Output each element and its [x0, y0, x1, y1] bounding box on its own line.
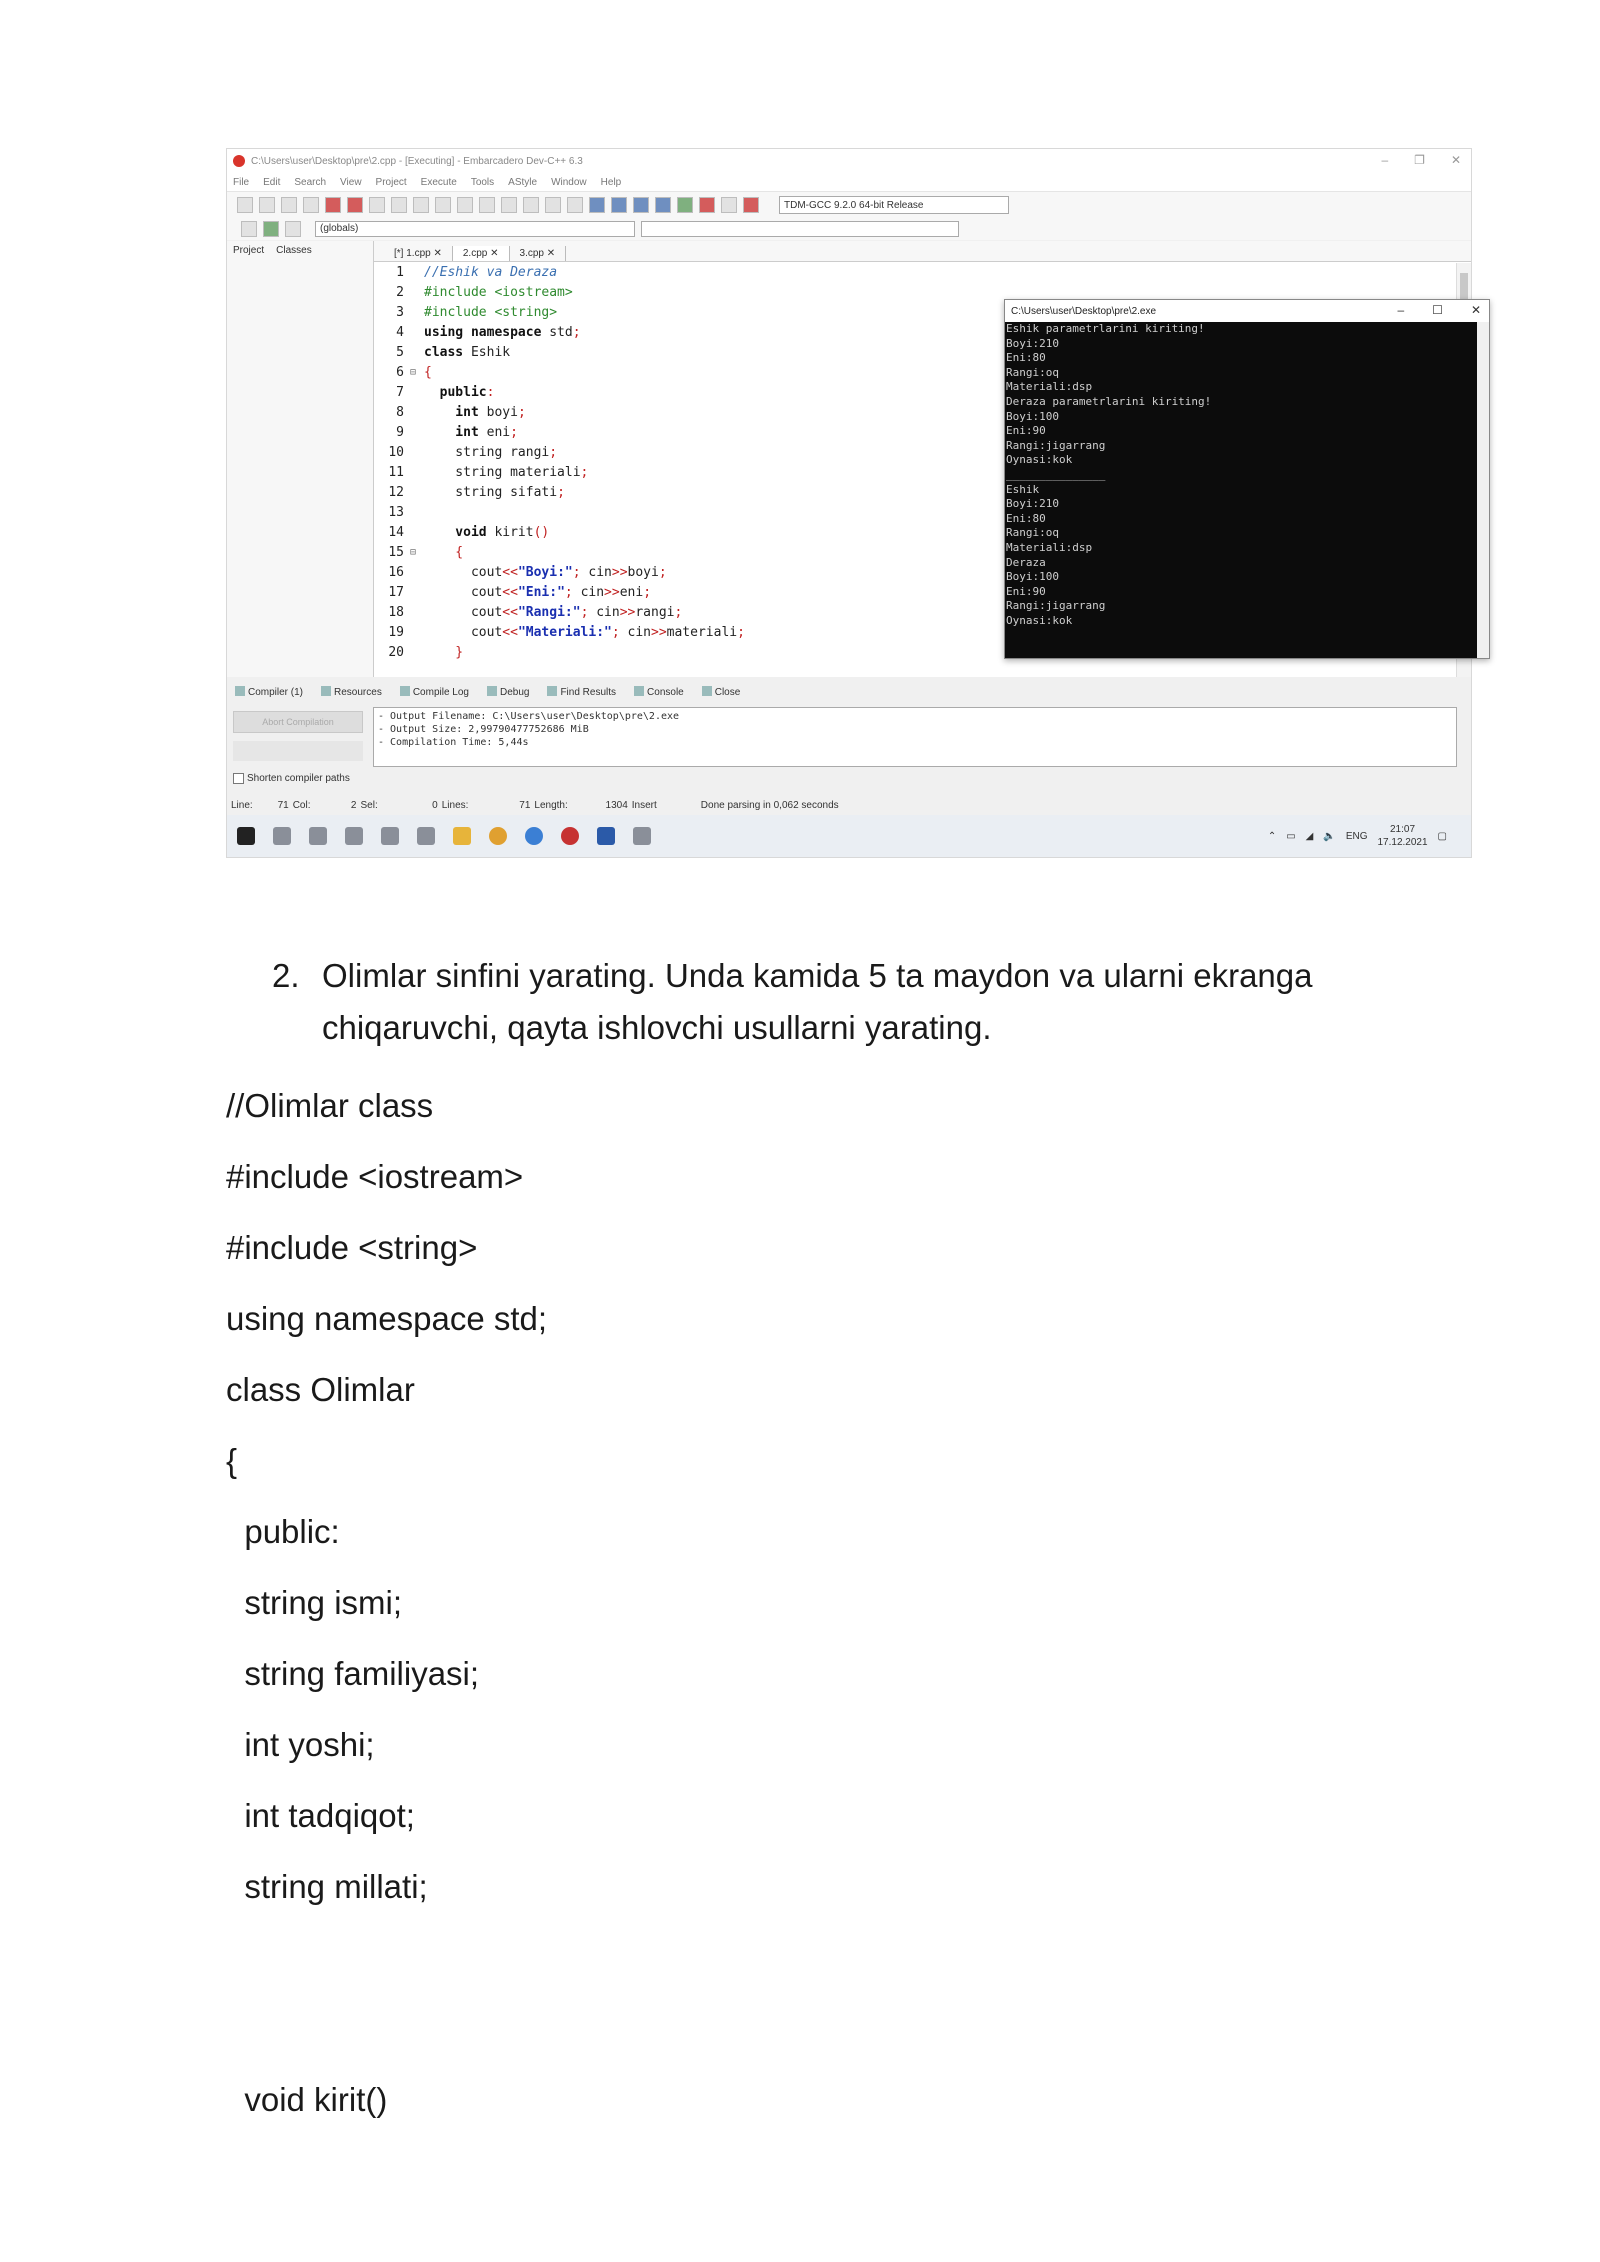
fold-icon [410, 603, 424, 623]
chevron-up-icon[interactable]: ⌃ [1267, 830, 1277, 842]
fold-icon [410, 343, 424, 363]
status-sel-label: Sel: [360, 799, 378, 811]
task-number: 2. [272, 957, 300, 994]
code-token: ; [580, 605, 597, 620]
task-text: Olimlar sinfini yarating. Unda kamida 5 ta maydon va ularni ekranga chiqaruvchi, qayta ishlovchi usullarni yarating. [322, 957, 1313, 1046]
code-token: class [424, 345, 471, 360]
fold-icon [410, 583, 424, 603]
document-code-line: string ismi; [226, 1584, 403, 1621]
windows-taskbar [227, 815, 1471, 857]
line-number: 1 [396, 265, 404, 280]
tab-resources[interactable] [321, 686, 382, 698]
code-token: rangi [635, 605, 675, 620]
line-number: 2 [396, 285, 404, 300]
code-token: ; [611, 625, 628, 640]
run-icon[interactable] [611, 197, 627, 213]
bottom-tabs [227, 683, 1471, 701]
code-token: //Eshik va Deraza [424, 265, 558, 280]
ide-main [227, 241, 1481, 677]
fold-icon [410, 563, 424, 583]
tab-compile-log[interactable] [400, 686, 469, 698]
code-token: ; [674, 605, 683, 620]
code-line[interactable] [374, 463, 745, 483]
code-token: "Rangi:" [517, 605, 581, 620]
fold-icon[interactable]: ⊟ [410, 547, 417, 558]
checkbox-icon[interactable] [233, 773, 244, 784]
code-token: void [424, 525, 495, 540]
code-token: << [502, 585, 518, 600]
tab-label: Compiler (1) [248, 687, 304, 698]
line-number: 18 [388, 605, 404, 620]
line-number: 5 [396, 345, 404, 360]
task-item [272, 950, 1442, 1054]
document-code-line: string familiyasi; [226, 1655, 480, 1692]
main-toolbar [227, 191, 1471, 218]
restore-icon[interactable]: ❐ [1414, 153, 1425, 167]
menu-tools[interactable]: Tools [470, 176, 495, 188]
close-all-icon[interactable] [347, 197, 363, 213]
close-panel-icon [702, 686, 712, 696]
replace-icon[interactable] [413, 197, 429, 213]
language-indicator[interactable]: ENG [1345, 830, 1368, 842]
menu-help[interactable]: Help [600, 176, 622, 188]
line-number: 17 [388, 585, 404, 600]
debug-icon[interactable] [743, 197, 759, 213]
tab-close[interactable] [702, 686, 741, 698]
code-line[interactable] [374, 523, 745, 543]
code-token: int [424, 405, 487, 420]
code-token: ; [549, 445, 558, 460]
ide-titlebar [227, 149, 1471, 173]
code-token: cin [596, 605, 620, 620]
status-col: 2 [350, 799, 357, 811]
syntax-check-icon[interactable] [677, 197, 693, 213]
system-tray [1268, 815, 1447, 857]
compile-icon[interactable] [589, 197, 605, 213]
edge-icon[interactable] [525, 827, 543, 845]
code-token: >> [604, 585, 620, 600]
fold-icon [410, 303, 424, 323]
editor[interactable] [374, 241, 1481, 677]
code-token: int [424, 425, 487, 440]
devcpp-logo-icon [233, 155, 245, 167]
console-line: Oynasi:kok [1006, 613, 1073, 627]
console-line: Eni:80 [1006, 511, 1046, 525]
line-number: 7 [396, 385, 404, 400]
code-token: "Boyi:" [517, 565, 573, 580]
line-number: 12 [388, 485, 404, 500]
status-lines-label: Lines: [441, 799, 469, 811]
console-line: Boyi:210 [1006, 336, 1059, 350]
calculator-icon[interactable] [417, 827, 435, 845]
fold-icon [410, 423, 424, 443]
code-line[interactable] [374, 543, 745, 563]
fold-icon [410, 383, 424, 403]
document-code-line: class Olimlar [226, 1371, 415, 1408]
code-token: cin [627, 625, 651, 640]
code-token: : [486, 385, 495, 400]
resources-icon [321, 686, 331, 696]
compile-log-icon [400, 686, 410, 696]
code-line[interactable] [374, 263, 745, 283]
code-line[interactable] [374, 443, 745, 463]
console-output [1005, 322, 1477, 658]
console-minimize-icon[interactable]: – [1397, 303, 1405, 317]
code-token: kirit [494, 525, 534, 540]
code-token: ; [572, 565, 589, 580]
fold-icon [410, 483, 424, 503]
menu-execute[interactable]: Execute [420, 176, 457, 188]
code-token: >> [611, 565, 628, 580]
console-line: Eni:90 [1006, 424, 1046, 438]
code-line[interactable] [374, 363, 745, 383]
status-length-label: Length: [534, 799, 568, 811]
status-lines: 71 [519, 799, 531, 811]
code-line[interactable] [374, 483, 745, 503]
line-number: 11 [388, 465, 404, 480]
console-window[interactable] [1004, 299, 1490, 659]
console-title: C:\Users\user\Desktop\pre\2.exe [1011, 305, 1157, 317]
rebuild-icon[interactable] [655, 197, 671, 213]
tab-label: Debug [499, 687, 530, 698]
clock[interactable] [1377, 823, 1427, 849]
console-line: Boyi:100 [1006, 409, 1059, 423]
code-token: ; [572, 325, 581, 340]
indent-icon[interactable] [435, 197, 451, 213]
compiler-icon [235, 686, 245, 696]
console-line: Rangi:oq [1006, 526, 1059, 540]
document-code-line: int yoshi; [226, 1726, 375, 1763]
fold-icon [410, 643, 424, 663]
line-number: 20 [388, 645, 404, 660]
code-line[interactable] [374, 323, 745, 343]
console-line: Eshik [1006, 482, 1040, 496]
code-token: Eshik [470, 345, 511, 360]
chrome-icon[interactable] [489, 827, 507, 845]
code-token: using namespace [424, 325, 550, 340]
compile-log-area [227, 705, 1471, 771]
paint-icon[interactable] [381, 827, 399, 845]
console-icon [634, 686, 644, 696]
console-line: Eni:90 [1006, 584, 1046, 598]
code-token: cout [424, 625, 503, 640]
code-token: ; [658, 565, 667, 580]
code-token: } [424, 645, 464, 660]
code-token: << [502, 625, 518, 640]
unindent-icon[interactable] [457, 197, 473, 213]
tab-debug[interactable] [487, 686, 529, 698]
fold-icon [410, 283, 424, 303]
tab-classes[interactable]: Classes [276, 245, 312, 256]
fold-icon[interactable]: ⊟ [410, 367, 417, 378]
code-token: () [533, 525, 550, 540]
debug-tab-icon [487, 686, 497, 696]
window-title: C:\Users\user\Desktop\pre\2.cpp - [Executing] - Embarcadero Dev-C++ 6.3 [251, 155, 583, 167]
menu-search[interactable]: Search [294, 176, 327, 188]
code-token: ; [557, 485, 565, 500]
line-number: 9 [396, 425, 404, 440]
console-line: Boyi:210 [1006, 497, 1059, 511]
file-explorer-icon[interactable] [453, 827, 471, 845]
save-icon[interactable] [281, 197, 297, 213]
tab-project[interactable]: Project [233, 245, 265, 256]
document-code-line: #include <iostream> [226, 1158, 524, 1195]
code-token: cout [424, 565, 503, 580]
menu-bar [227, 173, 1471, 191]
line-number: 16 [388, 565, 404, 580]
console-line: Eni:80 [1006, 351, 1046, 365]
line-number: 14 [388, 525, 404, 540]
shorten-paths-label: Shorten compiler paths [247, 773, 350, 784]
line-number: 19 [388, 625, 404, 640]
globals-select[interactable]: (globals) [315, 221, 635, 237]
console-line: Rangi:jigarrang [1006, 438, 1106, 452]
file-tab-label: 2.cpp [462, 248, 488, 259]
code-line[interactable] [374, 623, 745, 643]
line-number: 3 [396, 305, 404, 320]
document-code-line: string millati; [226, 1868, 428, 1905]
task-view-icon[interactable] [345, 827, 363, 845]
code-token: ; [510, 425, 518, 440]
code-token: #include <string> [424, 305, 558, 320]
fold-icon [410, 263, 424, 283]
abort-compilation-button[interactable]: Abort Compilation [233, 711, 363, 733]
status-message: Done parsing in 0,062 seconds [700, 799, 839, 811]
code-line[interactable] [374, 343, 745, 363]
file-tabs [374, 241, 1471, 262]
code-token: "Eni:" [517, 585, 565, 600]
goto-icon[interactable] [285, 221, 301, 237]
code-token: materiali [666, 625, 738, 640]
code-token: boyi [486, 405, 518, 420]
code-line[interactable] [374, 603, 745, 623]
code-line[interactable] [374, 583, 745, 603]
shorten-paths-checkbox[interactable] [233, 773, 350, 784]
tab-label: Resources [334, 687, 382, 698]
volume-icon[interactable]: 🔈 [1323, 830, 1336, 842]
notifications-icon[interactable]: ▢ [1437, 830, 1447, 842]
code-line[interactable] [374, 303, 745, 323]
close-icon[interactable]: ✕ [1450, 153, 1461, 167]
file-tab-3[interactable]: 3.cpp ✕ [510, 246, 567, 261]
back-icon[interactable] [523, 197, 539, 213]
code-area[interactable] [374, 263, 745, 663]
menu-project[interactable]: Project [375, 176, 407, 188]
save-all-icon[interactable] [303, 197, 319, 213]
console-maximize-icon[interactable]: ☐ [1432, 303, 1443, 317]
fold-icon [410, 463, 424, 483]
toggle-icon[interactable] [263, 221, 279, 237]
compile-log [373, 707, 1457, 767]
console-line: Eshik parametrlarini kiriting! [1006, 322, 1205, 335]
open-icon[interactable] [259, 197, 275, 213]
windows-start-icon[interactable] [237, 827, 255, 845]
line-number: 15 [388, 545, 404, 560]
close-file-icon[interactable] [325, 197, 341, 213]
code-token: { [424, 545, 464, 560]
status-length: 1304 [605, 799, 628, 811]
console-close-icon[interactable]: ✕ [1470, 303, 1481, 317]
bookmark-icon[interactable] [567, 197, 583, 213]
fold-icon [410, 323, 424, 343]
search-icon[interactable] [273, 827, 291, 845]
log-line: - Compilation Time: 5,44s [378, 737, 529, 748]
code-token: string rangi [424, 445, 550, 460]
line-number: 4 [396, 325, 404, 340]
line-number: 13 [388, 505, 404, 520]
console-line: Materiali:dsp [1006, 380, 1093, 394]
code-token: cout [424, 605, 503, 620]
tab-find-results[interactable] [547, 686, 616, 698]
status-line-label: Line: [231, 799, 253, 811]
code-token: { [424, 365, 432, 380]
log-line: - Output Filename: C:\Users\user\Desktop\pre\2.exe [378, 711, 680, 722]
code-line[interactable] [374, 643, 745, 663]
code-token: << [502, 605, 518, 620]
document-code-line: int tadqiqot; [226, 1797, 415, 1834]
console-line: Boyi:100 [1006, 570, 1059, 584]
document-code-line: { [226, 1442, 238, 1479]
status-bar [227, 797, 1471, 813]
code-token: #include <iostream> [424, 285, 573, 300]
console-line: Deraza [1006, 555, 1046, 569]
tab-label: Compile Log [412, 687, 469, 698]
console-line: _______________ [1006, 467, 1106, 481]
document-code-line: using namespace std; [226, 1300, 548, 1337]
tab-label: Find Results [560, 687, 617, 698]
insert-icon[interactable] [241, 221, 257, 237]
battery-icon[interactable]: ▭ [1286, 830, 1296, 842]
console-line: Deraza parametrlarini kiriting! [1006, 394, 1212, 408]
devcpp-taskbar-icon[interactable] [561, 827, 579, 845]
console-scrollbar[interactable] [1477, 322, 1489, 658]
function-select[interactable] [641, 221, 959, 237]
code-token: "Materiali:" [517, 625, 612, 640]
file-tab-label: 3.cpp [519, 248, 544, 259]
tab-compiler[interactable] [235, 686, 303, 698]
clock-date: 17.12.2021 [1377, 837, 1428, 848]
code-token: eni [619, 585, 644, 600]
status-mode: Insert [631, 799, 657, 811]
console-titlebar [1005, 300, 1489, 322]
cortana-icon[interactable] [309, 827, 327, 845]
code-token: << [502, 565, 518, 580]
status-sel: 0 [432, 799, 438, 811]
document-code-line: //Olimlar class [226, 1087, 434, 1124]
find-results-icon [547, 686, 557, 696]
redo-icon[interactable] [501, 197, 517, 213]
log-spacer [233, 741, 363, 761]
print-icon[interactable] [369, 197, 385, 213]
menu-edit[interactable]: Edit [263, 176, 281, 188]
line-number: 6 [396, 365, 404, 380]
code-token: ; [564, 585, 581, 600]
code-line[interactable] [374, 403, 745, 423]
code-token: ; [737, 625, 745, 640]
document-code-line: void kirit() [226, 2081, 388, 2118]
code-token: string materiali [424, 465, 581, 480]
code-token: cout [424, 585, 503, 600]
compile-run-icon[interactable] [633, 197, 649, 213]
console-line: Rangi:jigarrang [1006, 599, 1106, 613]
find-icon[interactable] [391, 197, 407, 213]
new-file-icon[interactable] [237, 197, 253, 213]
fold-icon [410, 523, 424, 543]
code-token: cin [580, 585, 605, 600]
file-tab-label: [*] 1.cpp [394, 248, 431, 259]
menu-view[interactable]: View [340, 176, 362, 188]
console-line: Oynasi:kok [1006, 453, 1073, 467]
fold-icon [410, 443, 424, 463]
code-token: std [549, 325, 573, 340]
status-col-label: Col: [292, 799, 311, 811]
log-line: - Output Size: 2,99790477752686 MiB [378, 724, 589, 735]
code-token: string sifati [424, 485, 558, 500]
project-panel [227, 241, 374, 677]
code-token: ; [643, 585, 652, 600]
minimize-icon[interactable]: – [1381, 153, 1389, 167]
code-line[interactable] [374, 503, 745, 523]
file-tab-1[interactable]: [*] 1.cpp ✕ [384, 246, 453, 261]
code-token: ; [517, 405, 526, 420]
code-line[interactable] [374, 383, 745, 403]
code-line[interactable] [374, 423, 745, 443]
wifi-icon[interactable]: ◢ [1305, 830, 1314, 842]
tab-label: Console [647, 687, 684, 698]
code-token: eni [486, 425, 511, 440]
compiler-select[interactable]: TDM-GCC 9.2.0 64-bit Release [779, 196, 1009, 214]
chart-icon[interactable] [721, 197, 737, 213]
code-token: cin [588, 565, 612, 580]
fold-icon [410, 403, 424, 423]
code-token: >> [651, 625, 667, 640]
code-token: boyi [627, 565, 659, 580]
file-tab-2[interactable]: 2.cpp ✕ [453, 246, 510, 261]
console-line: Rangi:oq [1006, 365, 1059, 379]
menu-window[interactable]: Window [551, 176, 587, 188]
tab-label: Close [714, 687, 741, 698]
document-code-line: #include <string> [226, 1229, 478, 1266]
code-token: public [424, 385, 487, 400]
status-line: 71 [277, 799, 289, 811]
forward-icon[interactable] [545, 197, 561, 213]
code-line[interactable] [374, 283, 745, 303]
undo-icon[interactable] [479, 197, 495, 213]
document-code-line: public: [226, 1513, 340, 1550]
fold-icon [410, 503, 424, 523]
line-number: 10 [388, 445, 404, 460]
code-token: >> [619, 605, 636, 620]
clock-time: 21:07 [1390, 824, 1416, 835]
menu-astyle[interactable]: AStyle [508, 176, 538, 188]
code-line[interactable] [374, 563, 745, 583]
line-number: 8 [396, 405, 404, 420]
secondary-toolbar [227, 218, 1471, 240]
ide-screenshot [226, 148, 1481, 858]
word-icon[interactable] [597, 827, 615, 845]
stop-icon[interactable] [699, 197, 715, 213]
menu-file[interactable]: File [233, 176, 250, 188]
console-taskbar-icon[interactable] [633, 827, 651, 845]
console-line: Materiali:dsp [1006, 540, 1093, 554]
code-token: ; [580, 465, 589, 480]
tab-console[interactable] [634, 686, 684, 698]
fold-icon [410, 623, 424, 643]
